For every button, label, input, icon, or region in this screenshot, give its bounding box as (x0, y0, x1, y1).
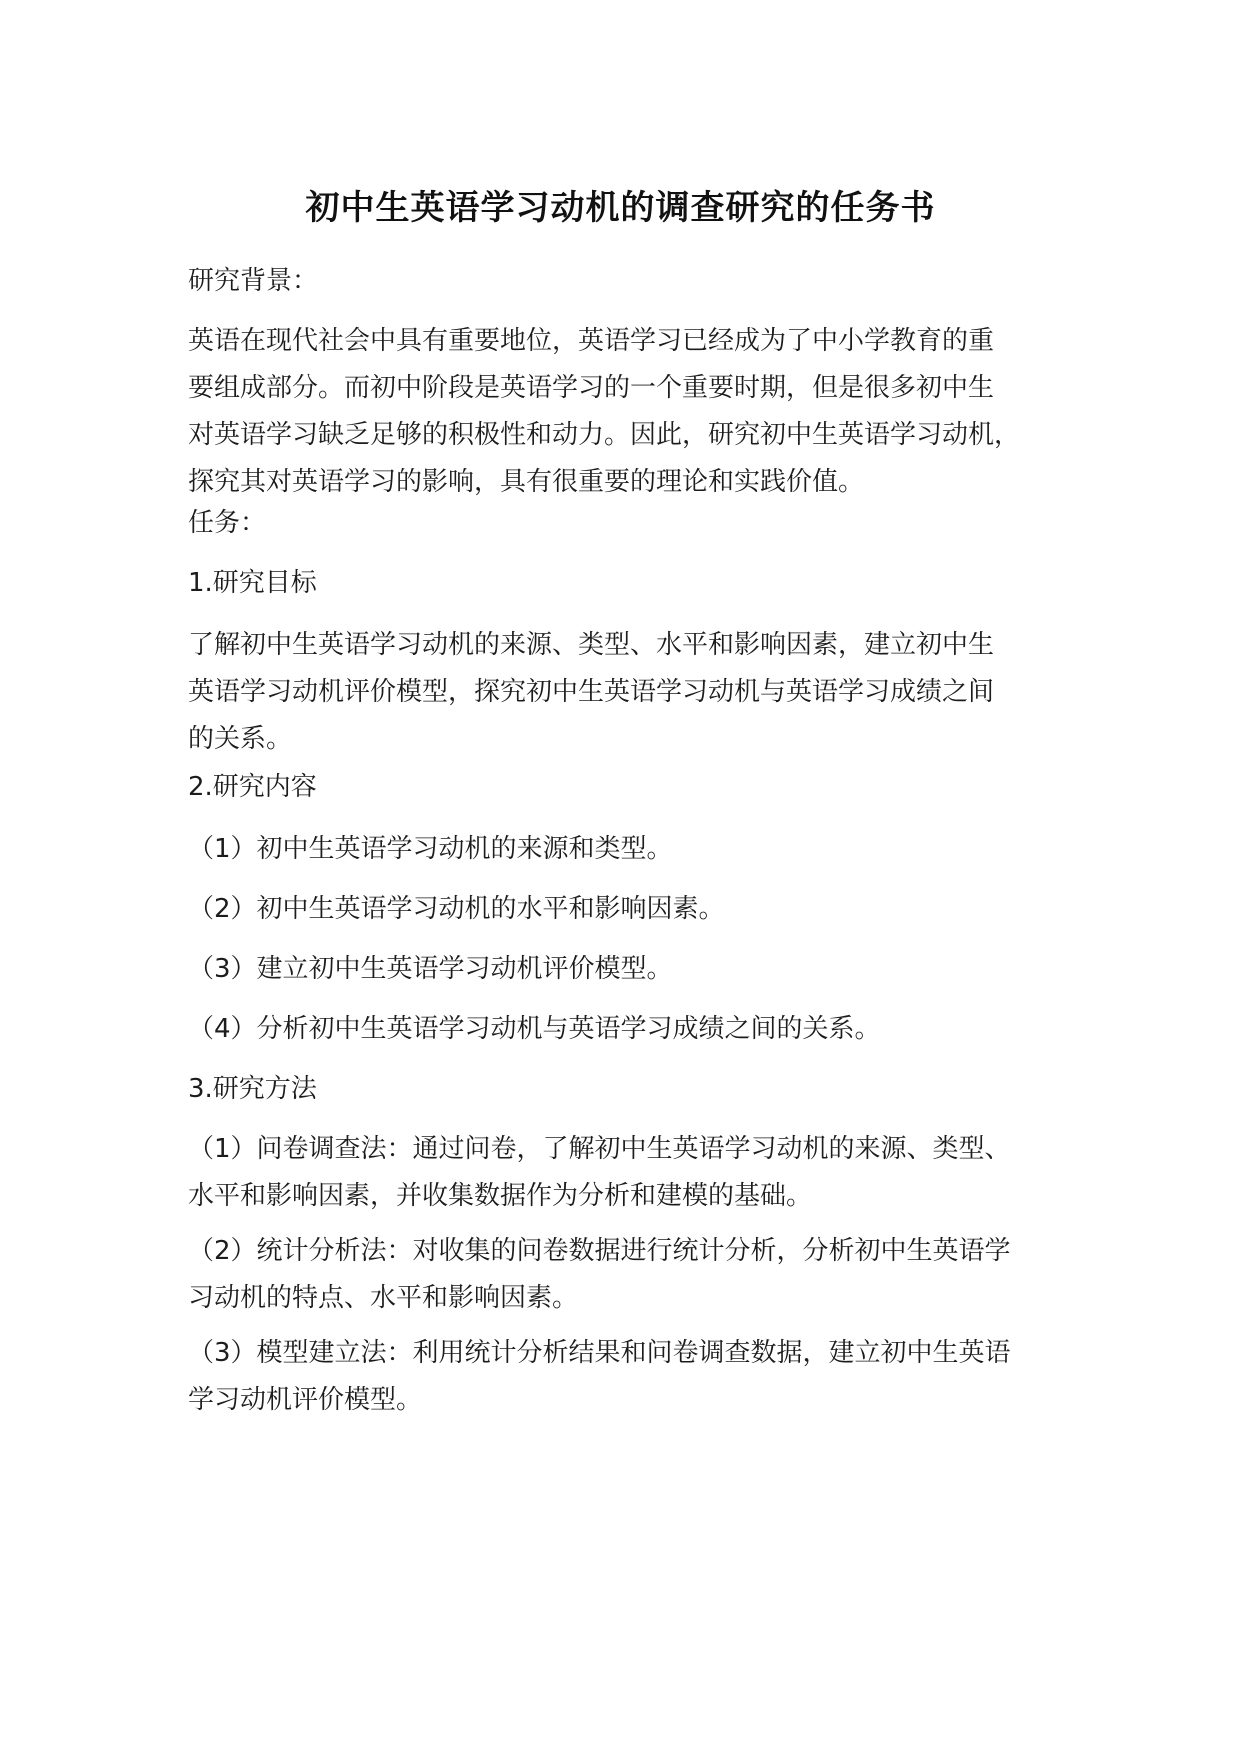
document-title: 初中生英语学习动机的调查研究的任务书 (305, 188, 936, 228)
methods-heading: 3.研究方法 (188, 1074, 317, 1104)
content-item: （4）分析初中生英语学习动机与英语学习成绩之间的关系。 (188, 1014, 881, 1044)
background-heading: 研究背景： (188, 266, 319, 296)
tasks-heading: 任务： (188, 508, 267, 538)
content-item: （1）初中生英语学习动机的来源和类型。 (188, 834, 673, 864)
methods-item: （1）问卷调查法：通过问卷，了解初中生英语学习动机的来源、类型、 水平和影响因素，并收集数据作为分析和建模的基础。 (188, 1134, 1011, 1211)
goal-paragraph: 了解初中生英语学习动机的来源、类型、水平和影响因素，建立初中生 英语学习动机评价模型，探究初中生英语学习动机与英语学习成绩之间 的关系。 (188, 630, 995, 754)
background-paragraph: 英语在现代社会中具有重要地位，英语学习已经成为了中小学教育的重 要组成部分。而初中阶段是英语学习的一个重要时期，但是很多初中生 对英语学习缺乏足够的积极性和动力。因此，研究初中生英语学习动机， 探究其对英语学习的影响，具有很重要的理论和实践价值。 (188, 326, 1021, 497)
content-item: （2）初中生英语学习动机的水平和影响因素。 (188, 894, 725, 924)
goal-heading: 1.研究目标 (188, 568, 317, 598)
methods-item: （3）模型建立法：利用统计分析结果和问卷调查数据，建立初中生英语 学习动机评价模型。 (188, 1338, 1011, 1415)
content-item: （3）建立初中生英语学习动机评价模型。 (188, 954, 673, 984)
content-heading: 2.研究内容 (188, 772, 317, 802)
methods-item: （2）统计分析法：对收集的问卷数据进行统计分析，分析初中生英语学 习动机的特点、水平和影响因素。 (188, 1236, 1011, 1313)
